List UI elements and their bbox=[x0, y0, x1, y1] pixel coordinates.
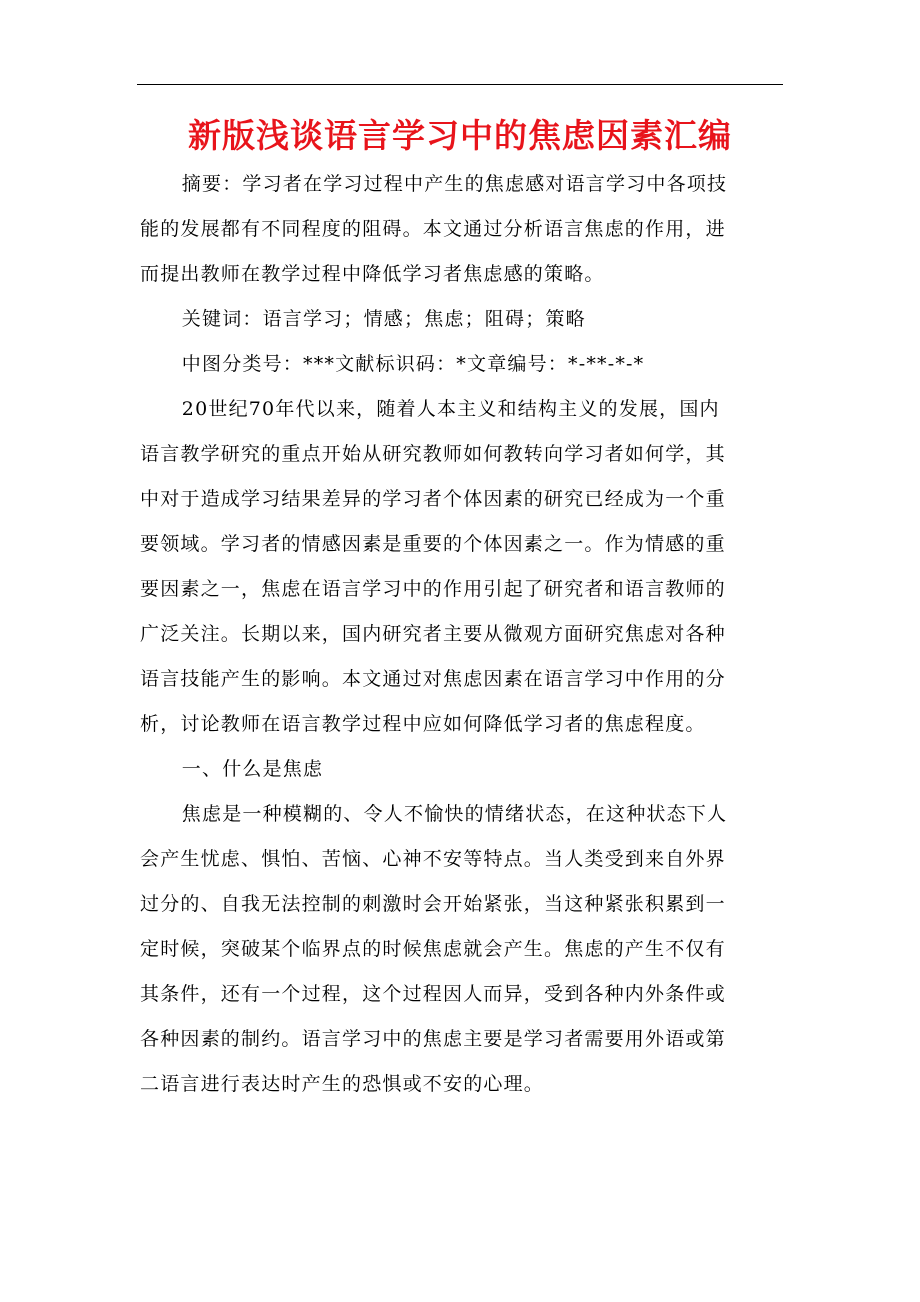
section-paragraph bbox=[140, 792, 780, 1107]
intro-line: 中对于造成学习结果差异的学习者个体因素的研究已经成为一个重 bbox=[140, 488, 726, 510]
header-rule bbox=[137, 84, 783, 85]
keywords-line: 关键词：语言学习；情感；焦虑；阻碍；策略 bbox=[181, 308, 586, 330]
section-line: 焦虑是一种模糊的、令人不愉快的情绪状态，在这种状态下人 bbox=[181, 803, 728, 825]
abstract-line: 摘要：学习者在学习过程中产生的焦虑感对语言学习中各项技 bbox=[181, 173, 728, 195]
intro-line: 要领域。学习者的情感因素是重要的个体因素之一。作为情感的重 bbox=[140, 533, 726, 555]
intro-line: 析，讨论教师在语言教学过程中应如何降低学习者的焦虑程度。 bbox=[140, 713, 706, 735]
intro-paragraph bbox=[140, 387, 780, 747]
section-line: 各种因素的制约。语言学习中的焦虑主要是学习者需要用外语或第 bbox=[140, 1028, 726, 1050]
abstract-paragraph bbox=[140, 162, 780, 297]
abstract-line: 能的发展都有不同程度的阻碍。本文通过分析语言焦虑的作用，进 bbox=[140, 218, 726, 240]
abstract-line: 而提出教师在教学过程中降低学习者焦虑感的策略。 bbox=[140, 263, 605, 285]
section-line: 定时候，突破某个临界点的时候焦虑就会产生。焦虑的产生不仅有 bbox=[140, 938, 726, 960]
intro-line: 广泛关注。长期以来，国内研究者主要从微观方面研究焦虑对各种 bbox=[140, 623, 726, 645]
section-heading: 一、什么是焦虑 bbox=[181, 758, 324, 780]
document-body bbox=[140, 162, 780, 1107]
document-title: 新版浅谈语言学习中的焦虑因素汇编 bbox=[188, 116, 732, 155]
section-line: 过分的、自我无法控制的刺激时会开始紧张，当这种紧张积累到一 bbox=[140, 893, 726, 915]
section-line: 其条件，还有一个过程，这个过程因人而异，受到各种内外条件或 bbox=[140, 983, 726, 1005]
intro-line: 20世纪70年代以来，随着人本主义和结构主义的发展，国内 bbox=[181, 398, 720, 420]
classification-line: 中图分类号：***文献标识码：*文章编号：*-**-*-* bbox=[181, 353, 645, 375]
intro-line: 要因素之一，焦虑在语言学习中的作用引起了研究者和语言教师的 bbox=[140, 578, 726, 600]
section-line: 会产生忧虑、惧怕、苦恼、心神不安等特点。当人类受到来自外界 bbox=[140, 848, 726, 870]
section-line: 二语言进行表达时产生的恐惧或不安的心理。 bbox=[140, 1073, 545, 1095]
intro-line: 语言技能产生的影响。本文通过对焦虑因素在语言学习中作用的分 bbox=[140, 668, 726, 690]
intro-line: 语言教学研究的重点开始从研究教师如何教转向学习者如何学，其 bbox=[140, 443, 726, 465]
